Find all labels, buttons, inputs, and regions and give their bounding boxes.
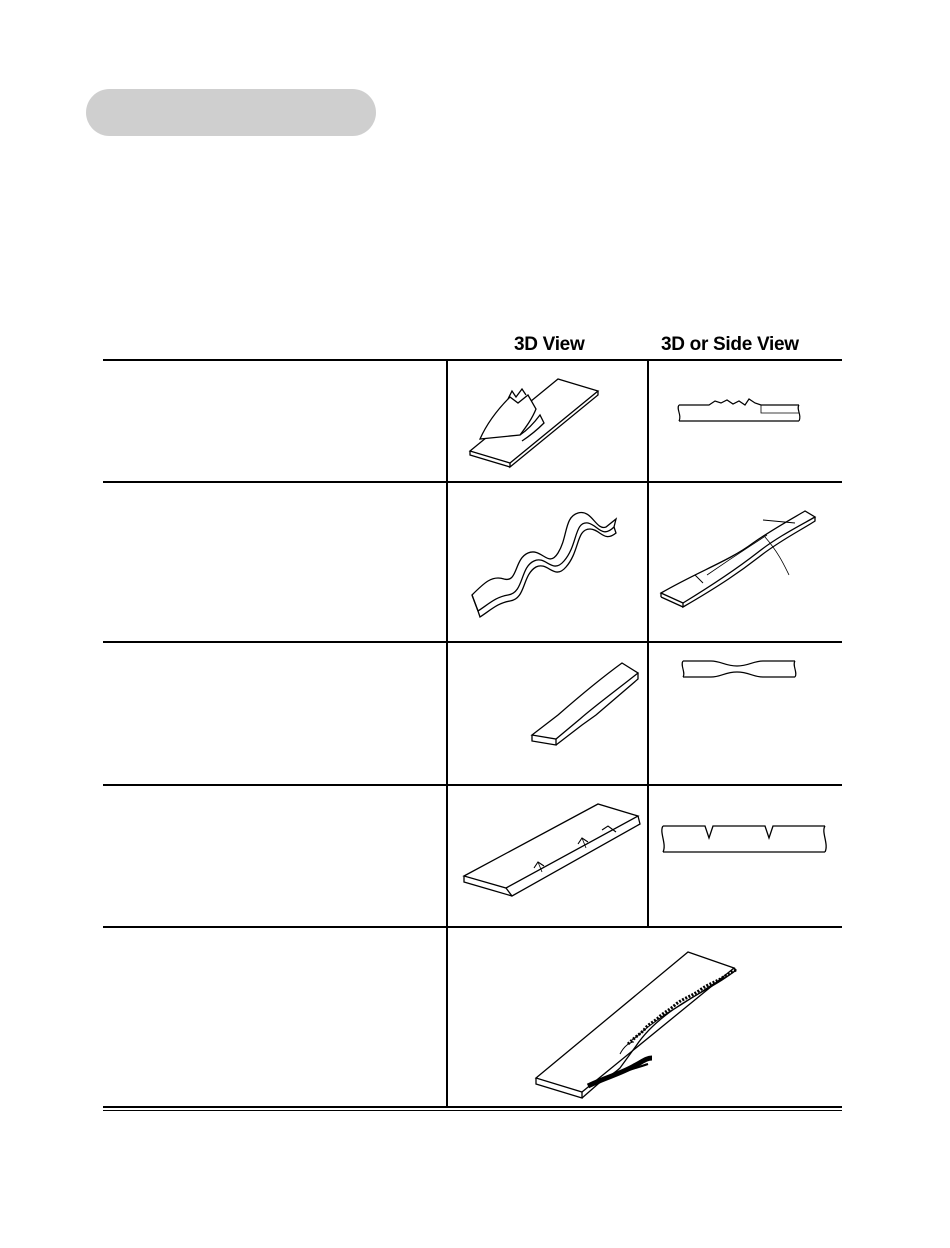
peeled-strip-side-illustration <box>649 361 842 481</box>
table-row-label <box>103 786 446 926</box>
peeled-strip-3d-illustration <box>448 361 647 481</box>
section-title-pill <box>86 89 376 136</box>
table-row-label <box>103 361 446 481</box>
column-header-side-view: 3D or Side View <box>661 334 799 355</box>
table-bottom-rule-double <box>103 1110 842 1111</box>
frayed-strip-3d-illustration <box>448 928 842 1106</box>
table-row-label <box>103 643 446 784</box>
necked-strip-side-illustration <box>649 643 842 784</box>
table-row-label <box>103 483 446 641</box>
necked-strip-3d-illustration <box>448 643 647 784</box>
bent-strip-3d-illustration <box>649 483 842 641</box>
notched-strip-side-illustration <box>649 786 842 926</box>
table-row-label <box>103 928 446 1106</box>
column-header-3d-view: 3D View <box>514 334 585 355</box>
table-bottom-rule <box>103 1106 842 1108</box>
wavy-strip-3d-illustration <box>448 483 647 641</box>
notched-strip-3d-illustration <box>448 786 647 926</box>
